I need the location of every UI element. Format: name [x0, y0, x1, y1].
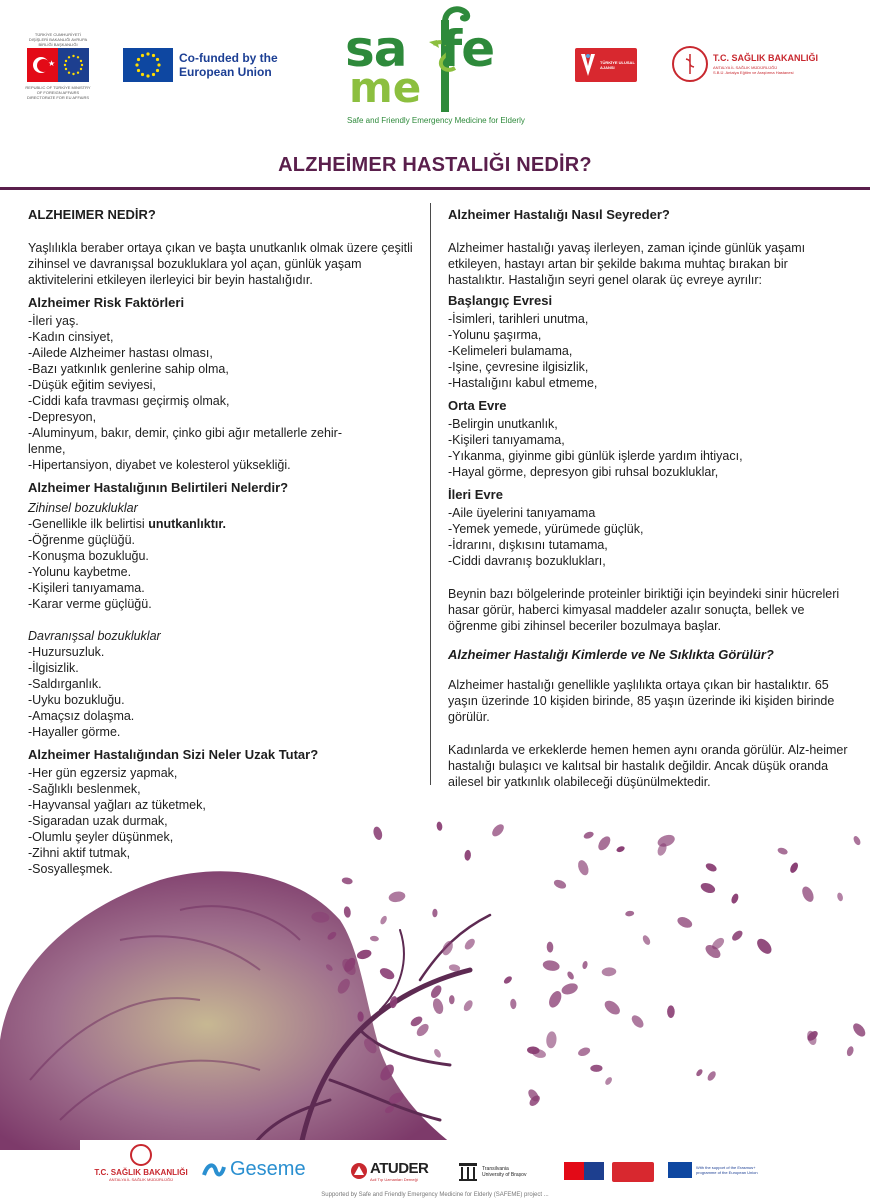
tr-eu-bottom-text: REPUBLIC OF TÜRKİYE MINISTRY OF FOREIGN AFFAIRS DIRECTORATE FOR EU AFFAIRS — [25, 85, 91, 100]
petal-icon — [706, 1070, 718, 1082]
list-item: -Kelimeleri bulamama, — [448, 344, 573, 358]
petal-icon — [577, 1046, 592, 1058]
petal-icon — [699, 881, 716, 895]
petal-icon — [846, 1045, 855, 1057]
section-heading-course: Alzheimer Hastalığı Nasıl Seyreder? — [448, 207, 670, 222]
list-item: -Hayal görme, depresyon gibi ruhsal bozukluklar, — [448, 465, 719, 479]
footer-geseme-logo — [202, 1158, 306, 1181]
petal-icon — [490, 822, 506, 838]
list-item: -Hayaller görme. — [28, 725, 121, 739]
section-heading-who: Alzheimer Hastalığı Kimlerde ve Ne Sıklıkta Görülür? — [448, 647, 774, 662]
petal-icon — [432, 909, 437, 918]
petal-icon — [503, 975, 514, 985]
cognitive-subheading: Zihinsel bozukluklar — [28, 501, 138, 515]
list-item: -Amaçsız dolaşma. — [28, 709, 135, 723]
left-column — [28, 206, 418, 877]
petal-icon — [546, 1031, 558, 1049]
list-item: -İleri yaş. — [28, 314, 79, 328]
petal-icon — [582, 960, 589, 969]
saglik-emblem-icon — [130, 1144, 152, 1166]
list-item: -Karar verme güçlüğü. — [28, 597, 152, 611]
petal-icon — [431, 997, 445, 1015]
erasmus-text: With the support of the Erasmus+ programme of the European Union — [696, 1165, 758, 1175]
petal-icon — [777, 847, 789, 856]
saglik-line2: ANTALYA İL SAĞLIK MÜDÜRLÜĞÜ — [713, 65, 778, 70]
list-item: -İsimleri, tarihleri unutma, — [448, 312, 589, 326]
petal-icon — [463, 937, 477, 951]
behavioral-subheading: Davranışsal bozukluklar — [28, 629, 161, 643]
list-item: -Kişileri tanıyamama, — [448, 433, 565, 447]
list-item: -Ciddi kafa travması geçirmiş olmak, — [28, 394, 230, 408]
safeme-logo — [343, 4, 525, 130]
list-item: -Genellikle ilk belirtisi unutkanlıktır. — [28, 517, 226, 531]
petal-icon — [429, 984, 444, 1000]
atuder-sub: Acil Tıp Uzmanları Derneği — [370, 1177, 418, 1182]
right-column — [448, 206, 848, 798]
petal-icon — [341, 877, 353, 885]
petal-icon — [836, 892, 843, 902]
petal-icon — [433, 1048, 443, 1059]
petal-icon — [510, 998, 517, 1009]
list-item: -İlgisizlik. — [28, 661, 79, 675]
list-item: -Işine, çevresine ilgisizlik, — [448, 360, 589, 374]
section-heading-risk-factors: Alzheimer Risk Faktörleri — [28, 295, 185, 310]
footer-tr-eu-flags — [564, 1162, 604, 1180]
petal-icon — [370, 935, 380, 941]
list-item: -Hastalığını kabul etmeme, — [448, 376, 598, 390]
who-paragraph-2: Kadınlarda ve erkeklerde hemen hemen aynı oranda görülür. Alz-heimer hastalığı bulaşıcı ve kalıtsal bir hastalık değildir. Ancak düşük oranda ailesel bir yatkınlık olabileceği düşünülmektedir. — [448, 743, 848, 789]
saglik-emblem-icon — [672, 46, 708, 82]
risk-factor-list — [28, 313, 418, 473]
petal-icon — [730, 929, 744, 943]
list-item: -Yolunu şaşırma, — [448, 328, 542, 342]
petal-icon — [596, 834, 613, 852]
saglik-bakanligi-logo — [672, 46, 818, 82]
petal-icon — [449, 995, 455, 1004]
list-item: -Bazı yatkınlık genlerine sahip olma, — [28, 362, 229, 376]
turkey-flag-icon — [564, 1162, 584, 1180]
column-divider — [430, 203, 431, 785]
list-item: -Uyku bozukluğu. — [28, 693, 125, 707]
petal-icon — [546, 941, 553, 952]
list-item: -Düşük eğitim seviyesi, — [28, 378, 156, 392]
footer-saglik-logo — [86, 1144, 196, 1182]
petal-icon — [560, 981, 579, 996]
late-stage-list — [448, 505, 848, 569]
brain-tree-illustration — [0, 820, 870, 1150]
transilvania-text: Transilvania University of Brașov — [482, 1166, 527, 1178]
petal-icon — [851, 1021, 868, 1039]
petal-icon — [695, 1068, 704, 1077]
tge-text: TÜRKİYE ULUSAL AJANSI — [600, 60, 635, 70]
petal-icon — [462, 999, 474, 1013]
petal-icon — [604, 1076, 614, 1086]
petal-icon — [379, 915, 388, 926]
petal-icon — [625, 910, 635, 917]
petal-icon — [542, 959, 561, 972]
list-item: -Saldırganlık. — [28, 677, 102, 691]
eu-flag-small-icon — [58, 48, 89, 82]
eu-cofunded-logo — [123, 48, 299, 82]
footer-tge-logo — [612, 1162, 654, 1182]
footer-saglik-text: T.C. SAĞLIK BAKANLIĞI — [94, 1168, 188, 1177]
page-title: ALZHEİMER HASTALIĞI NEDİR? — [278, 154, 592, 176]
list-item: -Olumlu şeyler düşünmek, — [28, 830, 174, 844]
list-item: -Huzursuzluk. — [28, 645, 105, 659]
cognitive-list — [28, 516, 418, 612]
list-item: -Sosyalleşmek. — [28, 862, 113, 876]
early-stage-list — [448, 311, 848, 391]
petal-icon — [343, 906, 351, 918]
petal-icon — [590, 1065, 602, 1072]
eu-cofunded-text: Co-funded by the European Union — [179, 51, 278, 79]
safe-word: sa fe — [345, 20, 495, 78]
list-item: -Kişileri tanıyamama. — [28, 581, 145, 595]
petal-icon — [436, 821, 443, 831]
petal-icon — [730, 893, 740, 905]
cause-paragraph: Beynin bazı bölgelerinde proteinler biriktiği için beyindeki sinir hücreleri hasar görür, haberci kimyasal maddeler azalır sonuçta, bellek ve öğrenme gibi zihinsel beceriler bozulmaya başlar. — [448, 587, 840, 633]
turkiye-ulusal-ajansi-logo — [575, 48, 637, 82]
petal-icon — [378, 966, 396, 982]
petal-icon — [372, 826, 384, 841]
petal-icon — [667, 1005, 675, 1018]
stage-heading-early: Başlangıç Evresi — [448, 293, 553, 308]
saglik-line1: T.C. SAĞLIK BAKANLIĞI — [713, 53, 818, 63]
eu-flag-icon — [668, 1162, 692, 1178]
petal-icon — [547, 989, 564, 1009]
petal-icon — [800, 885, 816, 904]
petal-icon — [602, 998, 622, 1017]
petal-icon — [464, 850, 471, 861]
list-item: -Ciddi davranış bozuklukları, — [448, 554, 606, 568]
petal-icon — [676, 915, 694, 930]
petal-icon — [583, 830, 595, 840]
list-item: -Hipertansiyon, diyabet ve kolesterol yüksekliği. — [28, 458, 291, 472]
flying-petals — [311, 821, 868, 1114]
section-heading-what-is: ALZHEIMER NEDİR? — [28, 207, 156, 222]
list-item: -İdrarını, dışkısını tutamama, — [448, 538, 608, 552]
petal-icon — [601, 967, 616, 977]
footer-erasmus-logo — [668, 1162, 760, 1178]
list-item: -Zihni aktif tutmak, — [28, 846, 131, 860]
petal-icon — [641, 934, 651, 946]
list-item: -Kadın cinsiyet, — [28, 330, 114, 344]
page-header — [0, 0, 870, 140]
list-item: -Yolunu kaybetme. — [28, 565, 132, 579]
geseme-wave-icon — [202, 1161, 226, 1179]
list-item: -Aile üyelerini tanıyamama — [448, 506, 596, 520]
atuder-mark-icon — [348, 1162, 370, 1180]
petal-icon — [388, 890, 406, 903]
partner-logos-footer — [80, 1140, 870, 1196]
list-item: -Sigaradan uzak durmak, — [28, 814, 168, 828]
safeme-tagline: Safe and Friendly Emergency Medicine for Elderly — [347, 116, 525, 125]
saglik-line3: S.B.Ü. Antalya Eğitim ve Araştırma Hastanesi — [713, 70, 794, 75]
petal-icon — [754, 936, 774, 956]
eu-flag-icon — [123, 48, 173, 82]
list-item: -Konuşma bozukluğu. — [28, 549, 149, 563]
petal-icon — [704, 862, 718, 874]
atuder-text: ATUDER — [370, 1160, 429, 1177]
petal-icon — [852, 835, 862, 846]
behavioral-list — [28, 644, 418, 740]
tr-eu-logo — [25, 32, 91, 100]
me-word: me — [349, 63, 422, 112]
list-item: -Yemek yemede, yürümede güçlük, — [448, 522, 644, 536]
list-item: -Hayvansal yağları az tüketmek, — [28, 798, 206, 812]
list-item: -Her gün egzersiz yapmak, — [28, 766, 178, 780]
list-item: -Öğrenme güçlüğü. — [28, 533, 136, 547]
stage-heading-middle: Orta Evre — [448, 398, 507, 413]
section-heading-prevention: Alzheimer Hastalığından Sizi Neler Uzak Tutar? — [28, 747, 319, 762]
eu-flag-icon — [584, 1162, 604, 1180]
petal-icon — [616, 845, 626, 853]
petal-icon — [356, 948, 373, 960]
list-item: -Depresyon, — [28, 410, 97, 424]
stage-heading-late: İleri Evre — [448, 487, 503, 502]
list-item: -Ailede Alzheimer hastası olması, — [28, 346, 213, 360]
petal-icon — [789, 861, 800, 874]
footer-atuder-logo — [348, 1160, 428, 1182]
geseme-text: Geseme — [230, 1158, 306, 1180]
who-paragraph-1: Alzheimer hastalığı genellikle yaşlılıkta ortaya çıkan bir hastalıktır. 65 yaşın üzerinde 10 kişiden birinde, 85 yaşın üzerinde iki kişiden birinde görülür. — [448, 678, 835, 724]
list-item: -Yıkanma, giyinme gibi günlük işlerde yardım ihtiyacı, — [448, 449, 743, 463]
section-heading-symptoms: Alzheimer Hastalığının Belirtileri Nelerdir? — [28, 480, 289, 495]
turkey-flag-icon: ★ — [27, 48, 58, 82]
course-paragraph: Alzheimer hastalığı yavaş ilerleyen, zaman içinde günlük yaşamı etkileyen, hastayı artan bir şekilde bakıma muhtaç bırakan bir hastalıktır. Hastalığın seyri genel olarak üç evreye ayrılır: — [448, 241, 806, 287]
transilvania-mark-icon — [458, 1162, 478, 1182]
footer-saglik-sub: ANTALYA İL SAĞLIK MÜDÜRLÜĞÜ — [108, 1177, 174, 1182]
tr-eu-top-text: TÜRKİYE CUMHURİYETİ DIŞİŞLERİ BAKANLIĞI AVRUPA BİRLİĞİ BAŞKANLIĞI — [28, 32, 88, 47]
middle-stage-list — [448, 416, 848, 480]
tge-mark-icon — [579, 52, 597, 78]
list-item: -Aluminyum, bakır, demir, çinko gibi ağır metallerle zehir-lenme, — [28, 426, 343, 456]
petal-icon — [566, 970, 575, 980]
petal-icon — [629, 1013, 645, 1030]
list-item: -Sağlıklı beslenmek, — [28, 782, 141, 796]
petal-icon — [576, 859, 590, 877]
footer-transilvania-logo — [458, 1162, 528, 1182]
title-divider — [0, 187, 870, 190]
tr-eu-flags — [27, 48, 89, 82]
footnote: Supported by Safe and Friendly Emergency Medicine for Elderly (SAFEME) project ... — [321, 1192, 549, 1198]
definition-paragraph: Yaşlılıkla beraber ortaya çıkan ve başta unutkanlık olmak üzere çeşitli zihinsel ve davranışsal bozukluklara yol açan, günlük yaşam aktivitelerini etkileyen ilerleyici bir beyin hastalığıdır. — [28, 241, 413, 287]
list-item: -Belirgin unutkanlık, — [448, 417, 558, 431]
petal-icon — [553, 878, 568, 890]
